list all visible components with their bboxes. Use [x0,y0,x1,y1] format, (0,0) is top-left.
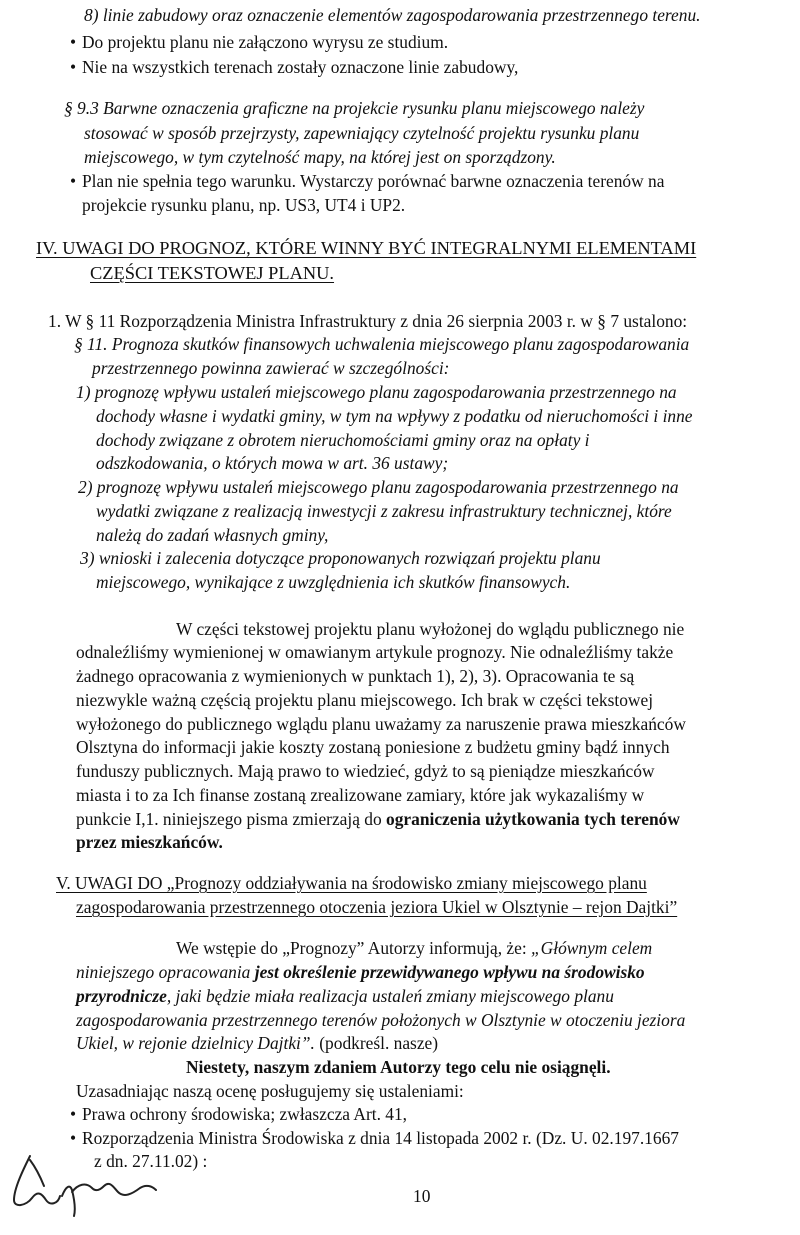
quote-line: miejscowego, wynikające z uwzględnienia ich skutków finansowych. [96,572,571,592]
quote-line: stosować w sposób przejrzysty, zapewniający czytelność projektu rysunku planu [84,123,640,143]
paragraph-line: miasta i to za Ich finanse zostaną zrealizowane zamiary, które jak wykazaliśmy w [76,785,645,805]
quote-line: odszkodowania, o których mowa w art. 36 ustawy; [96,453,449,473]
bullet-icon: • [70,171,77,191]
bullet-item-continuation: z dn. 27.11.02) : [94,1151,208,1171]
quote-line: miejscowego, w tym czytelność mapy, na której jest on sporządzony. [84,147,556,167]
quote-line: dochody własne i wydatki gminy, w tym na wpływy z podatku od nieruchomości i inne [96,406,693,426]
bullet-item-continuation: projekcie rysunku planu, np. US3, UT4 i UP2. [82,195,406,215]
paragraph-line: przyrodnicze, jaki będzie miała realizacja ustaleń zmiany miejscowego planu [76,986,614,1006]
paragraph-line: zagospodarowania przestrzennego terenów położonych w Olsztynie w otoczeniu jeziora [76,1010,686,1030]
paragraph-line: Olsztyna do informacji jakie koszty zostaną poniesione z budżetu gminy bądź innych [76,737,670,757]
paragraph-line: niniejszego opracowania jest określenie przewidywanego wpływu na środowisko [76,962,645,982]
paragraph-line: Niestety, naszym zdaniem Autorzy tego celu nie osiągnęli. [186,1057,611,1077]
bullet-item: • Do projektu planu nie załączono wyrysu ze studium. [70,32,449,52]
paragraph-line: We wstępie do „Prognozy” Autorzy informują, że: „Głównym celem [176,938,653,958]
section-heading: zagospodarowania przestrzennego otoczenia jeziora Ukiel w Olsztynie – rejon Dajtki” [76,897,678,917]
paragraph-line: W części tekstowej projektu planu wyłożonej do wglądu publicznego nie [176,619,685,639]
quote-line: § 11. Prognoza skutków finansowych uchwalenia miejscowego planu zagospodarowania [74,334,690,354]
section-heading: CZĘŚCI TEKSTOWEJ PLANU. [90,263,335,283]
paragraph-line: niezwykle ważną częścią projektu planu miejscowego. Ich brak w części tekstowej [76,690,654,710]
bullet-icon: • [70,32,77,52]
quote-line: wydatki związane z realizacją inwestycji z zakresu infrastruktury technicznej, które [96,501,672,521]
signature-icon [0,1148,170,1218]
bullet-item: • Prawa ochrony środowiska; zwłaszcza Art. 41, [70,1104,408,1124]
paragraph-line: funduszy publicznych. Mają prawo to wiedzieć, gdyż to są pieniądze mieszkańców [76,761,655,781]
section-heading: IV. UWAGI DO PROGNOZ, KTÓRE WINNY BYĆ INTEGRALNYMI ELEMENTAMI [36,238,697,258]
paragraph-line: przez mieszkańców. [76,832,223,852]
quote-line: § 9.3 Barwne oznaczenia graficzne na projekcie rysunku planu miejscowego należy [64,98,645,118]
page-number: 10 [413,1186,431,1206]
quote-line: przestrzennego powinna zawierać w szczególności: [92,358,450,378]
paragraph-line: Ukiel, w rejonie dzielnicy Dajtki”. (podkreśl. nasze) [76,1033,439,1053]
bullet-icon: • [70,57,77,77]
quote-line: należą do zadań własnych gminy, [96,525,329,545]
paragraph-line: 1. W § 11 Rozporządzenia Ministra Infrastruktury z dnia 26 sierpnia 2003 r. w § 7 ustalono: [48,311,688,331]
list-item-8: 8) linie zabudowy oraz oznaczenie elementów zagospodarowania przestrzennego terenu. [84,5,701,25]
paragraph-line: punkcie I,1. niniejszego pisma zmierzają do ograniczenia użytkowania tych terenów [76,809,680,829]
quote-line: 2) prognozę wpływu ustaleń miejscowego planu zagospodarowania przestrzennego na [78,477,679,497]
bullet-item: • Nie na wszystkich terenach zostały oznaczone linie zabudowy, [70,57,519,77]
quote-line: dochody związane z obrotem nieruchomościami gminy oraz na opłaty i [96,430,590,450]
bullet-item: • Rozporządzenia Ministra Środowiska z dnia 14 listopada 2002 r. (Dz. U. 02.197.1667 [70,1128,679,1148]
quote-line: 1) prognozę wpływu ustaleń miejscowego planu zagospodarowania przestrzennego na [76,382,677,402]
section-heading: V. UWAGI DO „Prognozy oddziaływania na środowisko zmiany miejscowego planu [56,873,647,893]
bullet-icon: • [70,1128,77,1148]
paragraph-line: żadnego opracowania z wymienionych w punktach 1), 2), 3). Opracowania te są [76,666,635,686]
quote-line: 3) wnioski i zalecenia dotyczące proponowanych rozwiązań projektu planu [80,548,601,568]
paragraph-line: wyłożonego do publicznego wglądu planu uważamy za naruszenie prawa mieszkańców [76,714,686,734]
paragraph-line: Uzasadniając naszą ocenę posługujemy się ustaleniami: [76,1081,464,1101]
bullet-item: • Plan nie spełnia tego warunku. Wystarczy porównać barwne oznaczenia terenów na [70,171,665,191]
paragraph-line: odnaleźliśmy wymienionej w omawianym artykule prognozy. Nie odnaleźliśmy także [76,642,674,662]
bullet-icon: • [70,1104,77,1124]
